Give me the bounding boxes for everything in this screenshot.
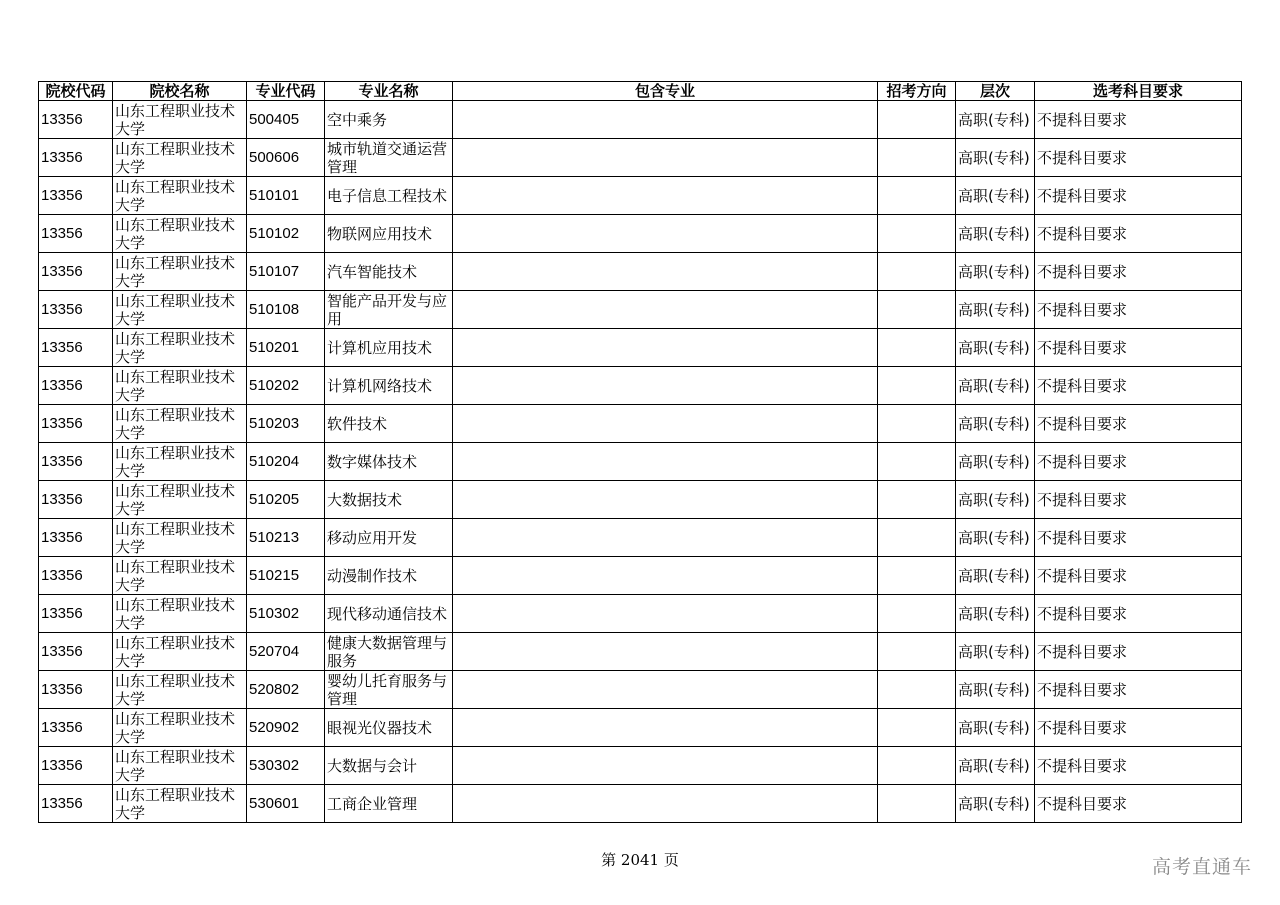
cell-included-majors <box>453 785 878 823</box>
cell-school-name: 山东工程职业技术大学 <box>113 595 247 633</box>
table-row <box>39 215 1242 253</box>
cell-subject-requirement: 不提科目要求 <box>1035 481 1242 519</box>
cell-major-name: 眼视光仪器技术 <box>325 709 453 747</box>
cell-level: 高职(专科) <box>956 291 1035 329</box>
cell-major-code: 520902 <box>247 709 325 747</box>
header-school-code: 院校代码 <box>39 82 113 101</box>
header-subject-requirement: 选考科目要求 <box>1035 82 1242 101</box>
cell-major-code: 510201 <box>247 329 325 367</box>
cell-school-name: 山东工程职业技术大学 <box>113 671 247 709</box>
cell-direction <box>878 101 956 139</box>
cell-school-code: 13356 <box>39 481 113 519</box>
table-row <box>39 557 1242 595</box>
cell-major-name: 电子信息工程技术 <box>325 177 453 215</box>
table-row <box>39 519 1242 557</box>
cell-included-majors <box>453 253 878 291</box>
cell-major-code: 510101 <box>247 177 325 215</box>
cell-major-name: 工商企业管理 <box>325 785 453 823</box>
cell-major-code: 510203 <box>247 405 325 443</box>
cell-included-majors <box>453 481 878 519</box>
cell-level: 高职(专科) <box>956 595 1035 633</box>
cell-major-name: 智能产品开发与应用 <box>325 291 453 329</box>
cell-included-majors <box>453 595 878 633</box>
page-number: 第 2041 页 <box>601 851 679 869</box>
cell-level: 高职(专科) <box>956 785 1035 823</box>
watermark-logo-text: 高考直通车 <box>1151 856 1252 878</box>
cell-major-name: 数字媒体技术 <box>325 443 453 481</box>
cell-subject-requirement: 不提科目要求 <box>1035 215 1242 253</box>
cell-level: 高职(专科) <box>956 101 1035 139</box>
cell-level: 高职(专科) <box>956 405 1035 443</box>
cell-subject-requirement: 不提科目要求 <box>1035 443 1242 481</box>
table-row <box>39 329 1242 367</box>
cell-major-code: 530302 <box>247 747 325 785</box>
table-row <box>39 747 1242 785</box>
cell-subject-requirement: 不提科目要求 <box>1035 633 1242 671</box>
cell-included-majors <box>453 519 878 557</box>
table-row <box>39 253 1242 291</box>
cell-subject-requirement: 不提科目要求 <box>1035 557 1242 595</box>
cell-included-majors <box>453 215 878 253</box>
cell-subject-requirement: 不提科目要求 <box>1035 785 1242 823</box>
cell-school-code: 13356 <box>39 215 113 253</box>
table-row <box>39 367 1242 405</box>
cell-major-code: 510108 <box>247 291 325 329</box>
cell-school-code: 13356 <box>39 633 113 671</box>
cell-level: 高职(专科) <box>956 519 1035 557</box>
cell-included-majors <box>453 139 878 177</box>
cell-school-code: 13356 <box>39 557 113 595</box>
header-included-majors: 包含专业 <box>453 82 878 101</box>
cell-major-name: 健康大数据管理与服务 <box>325 633 453 671</box>
cell-school-name: 山东工程职业技术大学 <box>113 215 247 253</box>
table-row <box>39 405 1242 443</box>
cell-direction <box>878 709 956 747</box>
cell-school-name: 山东工程职业技术大学 <box>113 177 247 215</box>
cell-major-name: 计算机网络技术 <box>325 367 453 405</box>
cell-direction <box>878 177 956 215</box>
table-header-row <box>39 82 1242 101</box>
header-major-name: 专业名称 <box>325 82 453 101</box>
cell-included-majors <box>453 329 878 367</box>
cell-included-majors <box>453 709 878 747</box>
header-level: 层次 <box>956 82 1035 101</box>
header-direction: 招考方向 <box>878 82 956 101</box>
cell-school-name: 山东工程职业技术大学 <box>113 557 247 595</box>
cell-major-name: 软件技术 <box>325 405 453 443</box>
cell-school-code: 13356 <box>39 595 113 633</box>
cell-school-name: 山东工程职业技术大学 <box>113 633 247 671</box>
cell-direction <box>878 215 956 253</box>
cell-school-code: 13356 <box>39 405 113 443</box>
cell-major-name: 婴幼儿托育服务与管理 <box>325 671 453 709</box>
cell-included-majors <box>453 747 878 785</box>
table-row <box>39 139 1242 177</box>
cell-major-name: 移动应用开发 <box>325 519 453 557</box>
cell-direction <box>878 481 956 519</box>
cell-school-code: 13356 <box>39 747 113 785</box>
cell-school-code: 13356 <box>39 291 113 329</box>
cell-major-code: 520802 <box>247 671 325 709</box>
cell-included-majors <box>453 101 878 139</box>
cell-level: 高职(专科) <box>956 709 1035 747</box>
cell-major-name: 大数据技术 <box>325 481 453 519</box>
cell-school-code: 13356 <box>39 443 113 481</box>
cell-direction <box>878 253 956 291</box>
cell-school-name: 山东工程职业技术大学 <box>113 709 247 747</box>
cell-school-code: 13356 <box>39 367 113 405</box>
table-row <box>39 709 1242 747</box>
cell-direction <box>878 329 956 367</box>
cell-level: 高职(专科) <box>956 215 1035 253</box>
table-row <box>39 595 1242 633</box>
cell-school-name: 山东工程职业技术大学 <box>113 443 247 481</box>
cell-level: 高职(专科) <box>956 557 1035 595</box>
cell-level: 高职(专科) <box>956 367 1035 405</box>
cell-level: 高职(专科) <box>956 443 1035 481</box>
cell-school-code: 13356 <box>39 671 113 709</box>
cell-major-name: 动漫制作技术 <box>325 557 453 595</box>
cell-subject-requirement: 不提科目要求 <box>1035 519 1242 557</box>
cell-direction <box>878 519 956 557</box>
cell-major-name: 大数据与会计 <box>325 747 453 785</box>
cell-major-code: 510215 <box>247 557 325 595</box>
cell-subject-requirement: 不提科目要求 <box>1035 595 1242 633</box>
cell-school-name: 山东工程职业技术大学 <box>113 367 247 405</box>
cell-subject-requirement: 不提科目要求 <box>1035 177 1242 215</box>
cell-major-code: 510302 <box>247 595 325 633</box>
cell-major-code: 520704 <box>247 633 325 671</box>
cell-included-majors <box>453 557 878 595</box>
cell-school-code: 13356 <box>39 329 113 367</box>
cell-direction <box>878 405 956 443</box>
cell-subject-requirement: 不提科目要求 <box>1035 709 1242 747</box>
cell-direction <box>878 671 956 709</box>
cell-school-name: 山东工程职业技术大学 <box>113 785 247 823</box>
cell-direction <box>878 367 956 405</box>
cell-major-code: 500606 <box>247 139 325 177</box>
table-row <box>39 671 1242 709</box>
cell-subject-requirement: 不提科目要求 <box>1035 101 1242 139</box>
cell-major-name: 汽车智能技术 <box>325 253 453 291</box>
cell-major-code: 500405 <box>247 101 325 139</box>
cell-subject-requirement: 不提科目要求 <box>1035 747 1242 785</box>
table-row <box>39 481 1242 519</box>
cell-level: 高职(专科) <box>956 253 1035 291</box>
cell-direction <box>878 595 956 633</box>
cell-school-name: 山东工程职业技术大学 <box>113 329 247 367</box>
table-row <box>39 291 1242 329</box>
cell-major-code: 510204 <box>247 443 325 481</box>
header-major-code: 专业代码 <box>247 82 325 101</box>
cell-direction <box>878 633 956 671</box>
cell-major-code: 510205 <box>247 481 325 519</box>
cell-major-name: 物联网应用技术 <box>325 215 453 253</box>
cell-major-code: 530601 <box>247 785 325 823</box>
cell-school-code: 13356 <box>39 519 113 557</box>
cell-major-name: 空中乘务 <box>325 101 453 139</box>
cell-school-name: 山东工程职业技术大学 <box>113 101 247 139</box>
cell-subject-requirement: 不提科目要求 <box>1035 671 1242 709</box>
cell-major-code: 510202 <box>247 367 325 405</box>
cell-school-code: 13356 <box>39 177 113 215</box>
cell-level: 高职(专科) <box>956 177 1035 215</box>
cell-included-majors <box>453 671 878 709</box>
cell-level: 高职(专科) <box>956 329 1035 367</box>
cell-school-code: 13356 <box>39 139 113 177</box>
cell-level: 高职(专科) <box>956 481 1035 519</box>
cell-level: 高职(专科) <box>956 139 1035 177</box>
cell-level: 高职(专科) <box>956 747 1035 785</box>
cell-direction <box>878 291 956 329</box>
cell-school-name: 山东工程职业技术大学 <box>113 519 247 557</box>
cell-school-name: 山东工程职业技术大学 <box>113 253 247 291</box>
cell-included-majors <box>453 291 878 329</box>
cell-major-code: 510102 <box>247 215 325 253</box>
cell-major-name: 现代移动通信技术 <box>325 595 453 633</box>
table-body <box>39 101 1242 823</box>
cell-level: 高职(专科) <box>956 633 1035 671</box>
cell-school-code: 13356 <box>39 253 113 291</box>
cell-major-code: 510107 <box>247 253 325 291</box>
cell-subject-requirement: 不提科目要求 <box>1035 253 1242 291</box>
cell-direction <box>878 557 956 595</box>
cell-school-name: 山东工程职业技术大学 <box>113 481 247 519</box>
cell-included-majors <box>453 633 878 671</box>
cell-direction <box>878 785 956 823</box>
table-row <box>39 633 1242 671</box>
cell-subject-requirement: 不提科目要求 <box>1035 367 1242 405</box>
cell-included-majors <box>453 367 878 405</box>
cell-subject-requirement: 不提科目要求 <box>1035 139 1242 177</box>
cell-direction <box>878 747 956 785</box>
table-row <box>39 101 1242 139</box>
cell-school-name: 山东工程职业技术大学 <box>113 139 247 177</box>
cell-school-name: 山东工程职业技术大学 <box>113 747 247 785</box>
table-row <box>39 443 1242 481</box>
cell-subject-requirement: 不提科目要求 <box>1035 329 1242 367</box>
cell-level: 高职(专科) <box>956 671 1035 709</box>
cell-included-majors <box>453 177 878 215</box>
cell-school-code: 13356 <box>39 101 113 139</box>
cell-major-name: 计算机应用技术 <box>325 329 453 367</box>
cell-school-code: 13356 <box>39 785 113 823</box>
cell-direction <box>878 139 956 177</box>
cell-school-name: 山东工程职业技术大学 <box>113 405 247 443</box>
cell-direction <box>878 443 956 481</box>
table-row <box>39 177 1242 215</box>
cell-subject-requirement: 不提科目要求 <box>1035 291 1242 329</box>
major-table <box>38 81 1242 823</box>
table-row <box>39 785 1242 823</box>
cell-major-code: 510213 <box>247 519 325 557</box>
cell-included-majors <box>453 443 878 481</box>
cell-subject-requirement: 不提科目要求 <box>1035 405 1242 443</box>
cell-included-majors <box>453 405 878 443</box>
header-school-name: 院校名称 <box>113 82 247 101</box>
cell-major-name: 城市轨道交通运营管理 <box>325 139 453 177</box>
cell-school-code: 13356 <box>39 709 113 747</box>
cell-school-name: 山东工程职业技术大学 <box>113 291 247 329</box>
